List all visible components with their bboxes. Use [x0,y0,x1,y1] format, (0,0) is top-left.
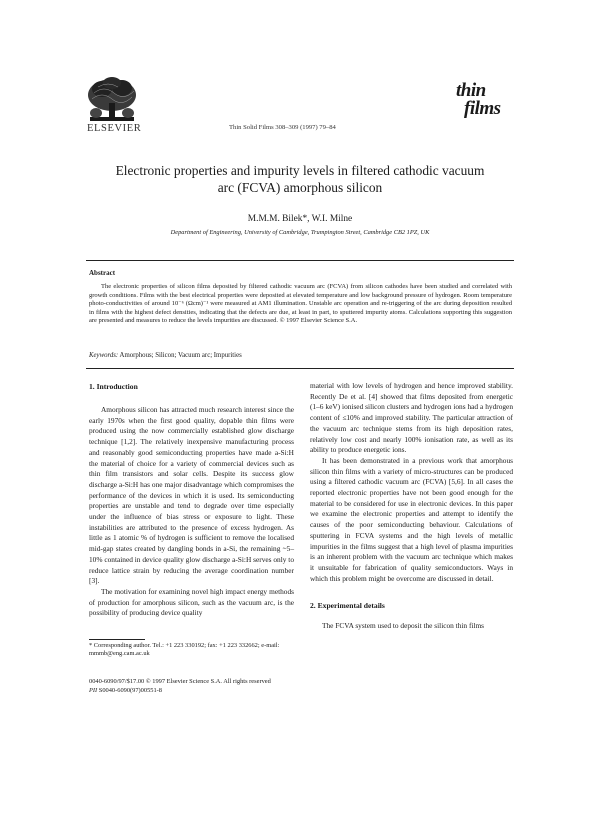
journal-citation: Thin Solid Films 308–309 (1997) 79–84 [229,124,336,131]
intro-paragraph-2: The motivation for examining novel high impact energy methods of production for amorphous silicon, such as the vacuum arc, is the possibility of producing device quality [89,586,294,618]
intro-paragraph-3: material with low levels of hydrogen and hence improved stability. Recently De et al. [4] showed that films deposited from energetic (1–6 keV) ionised silicon clusters and hydrogen ions had a hydrogen content of ≤10% and improved stability. The particular attraction of the vacuum arc technique stems from its high deposition rates, relatively low cost and nearly 100% ionisation rate, as well as its ability to produce energetic ions. [310,381,513,455]
article-authors: M.M.M. Bilek*, W.I. Milne [247,214,353,224]
keywords-label: Keywords: [89,352,119,359]
abstract-text: The electronic properties of silicon films deposited by filtered cathodic vacuum arc (FCVA) from silicon cathodes have been studied and correlated with growth conditions. Films with the best electrical properties were deposited at elevated temperature and low background pressure of hydrogen. Room temperature photo-conductivities of around 10⁻⁶ (Ωcm)⁻¹ were measured at AM1 illumination. Unstable arc operation and re-triggering of the arc during deposition resulted in films with the highest defect densities, indicating that the defects are due, at least in part, to sputtered impurity atoms. Calculations supporting this suggestion are presented and measures to reduce the levels impurities are discussed. © 1997 Elsevier Science S.A. [89,283,512,325]
publisher-wordmark: ELSEVIER [87,123,142,134]
pii-line [89,687,162,695]
journal-logo-line2: films [464,98,501,119]
journal-logo [452,80,508,128]
experimental-body [310,621,513,632]
intro-paragraph-4: It has been demonstrated in a previous work that amorphous silicon thin films with a variety of micro-structures can be produced using a filtered cathodic vacuum arc (FCVA) [5,6]. In all cases the reported electronic properties have not been good enough for the material to be considered for use in electronic devices. In this paper we examine the electronic properties and attempt to identify the causes of the poor semiconducting behaviour. Calculations of sputtering in FCVA systems and the high levels of metallic impurities in the films suggest that a high level of plasma impurities is an inherent problem with the vacuum arc technique which makes it unsuitable for fabrication of quality semiconductors. Ways in which this problem might be overcome are discussed in detail. [310,455,513,583]
experimental-paragraph-1: The FCVA system used to deposit the silicon thin films [322,621,485,630]
corresponding-author-footnote: * Corresponding author. Tel.: +1 223 330192; fax: +1 223 332662; e-mail: mmmb@eng.cam.ac.uk [89,642,280,657]
pii-value: S0040-6090(97)00551-8 [98,687,162,694]
article-affiliation: Department of Engineering, University of Cambridge, Trumpington Street, Cambridge CB2 1PZ, UK [170,229,430,236]
article-title [60,162,540,196]
article-title-line1: Electronic properties and impurity levels in filtered cathodic vacuum [115,163,485,178]
publisher-tree-logo [84,75,140,125]
intro-paragraph-1: Amorphous silicon has attracted much research interest since the early 1970s when the first good quality, dopable thin films were produced using the now commercially established glow discharge technique [1,2]. The relatively inexpensive manufacturing process and reasonably good semiconducting properties have made a-Si:H the material of choice for a variety of commercial devices such as thin film transistors and solar cells. Despite its success glow discharge a-Si:H has one major disadvantage which compromises the performance of the devices in which it is used. Its semiconducting properties are unstable and tend to degrade over time especially under the influence of bias stress or exposure to light. These instabilities are attributed to the presence of excess hydrogen. As little as 1 atomic % of hydrogen is sufficient to remove the localised mid-gap states created by dangling bonds in a-Si, the remaining ~5–10% contained in device quality glow discharge a-Si:H serves only to reduce lattice strain by reducing the average coordination number [3]. [89,405,294,586]
pii-label: PII [89,687,98,694]
footnote-divider [89,639,145,640]
right-column-body [310,381,513,584]
left-column-body [89,405,294,619]
section-2-heading: 2. Experimental details [310,601,385,610]
top-divider [86,260,514,261]
section-1-heading: 1. Introduction [89,382,138,391]
journal-logo-line1: thin [456,80,486,101]
abstract-heading: Abstract [89,269,116,277]
copyright-line: 0040-6090/97/$17.00 © 1997 Elsevier Science S.A. All rights reserved [89,678,271,685]
abstract-divider [86,368,514,369]
keywords-value: Amorphous; Silicon; Vacuum arc; Impurities [119,352,242,359]
keywords-line [89,352,242,359]
article-title-line2: arc (FCVA) amorphous silicon [217,180,383,195]
